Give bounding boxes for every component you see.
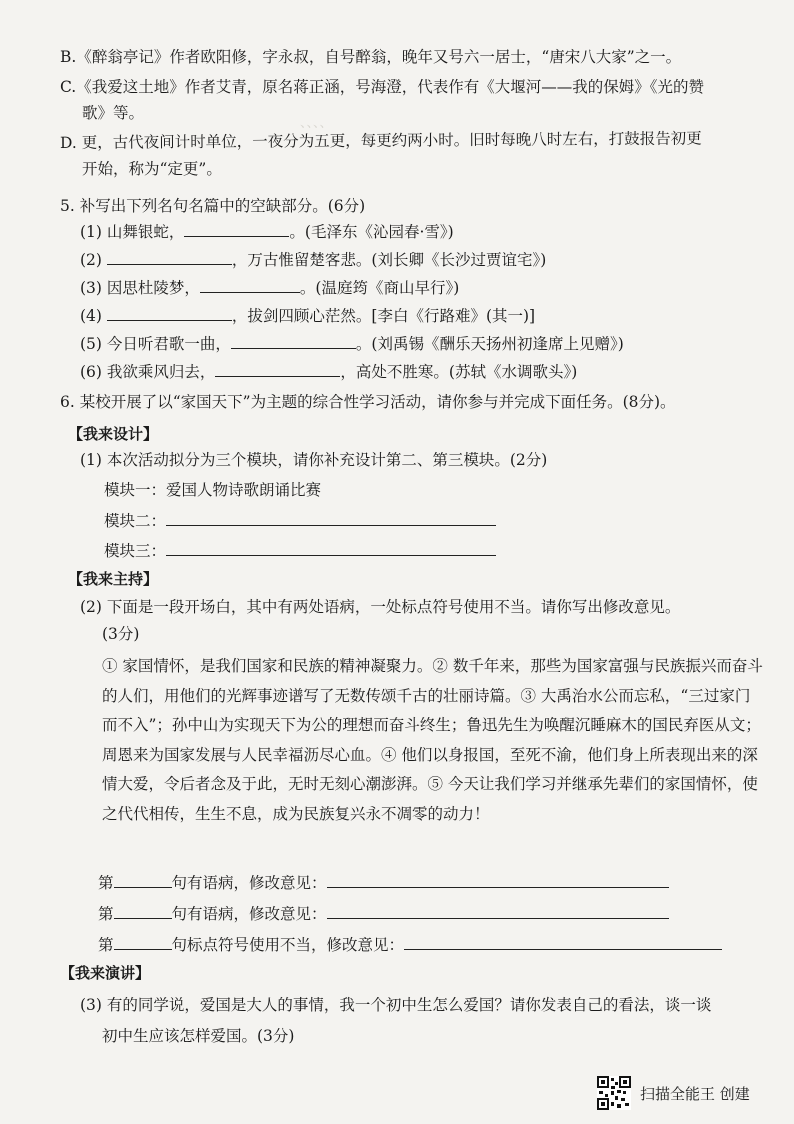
item-suffix: ，拔剑四顾心茫然。[李白《行路难》(其一)]: [231, 307, 536, 325]
show-through: 、、、、: [300, 116, 333, 131]
module-2-blank[interactable]: [166, 510, 496, 526]
answer-2-sentence-blank[interactable]: [114, 903, 172, 919]
answer-3-post: 句标点符号使用不当，修改意见：: [171, 936, 405, 954]
item-suffix: 。(温庭筠《商山早行》): [299, 279, 460, 297]
q5-item-3: [80, 277, 459, 298]
item-number: (2): [80, 251, 102, 269]
q5-item-1: [80, 221, 454, 242]
answer-2-revision-blank[interactable]: [327, 903, 669, 919]
module-3: [104, 540, 496, 561]
q6-part3: (3) 有的同学说，爱国是大人的事情，我一个初中生怎么爱国？请你发表自己的看法，谈一谈: [80, 996, 712, 1014]
answer-blank[interactable]: [107, 305, 232, 321]
q4-option-d-cont: 开始，称为“定更”。: [82, 160, 222, 178]
q4-option-d: D. 更，古代夜间计时单位，一夜分为五更，每更约两小时。旧时每晚八时左右，打鼓报告初更: [59, 129, 702, 152]
answer-blank[interactable]: [200, 277, 300, 293]
q5-item-4: [80, 305, 535, 326]
module-2-label: 模块二：: [104, 512, 167, 530]
answer-1-revision-blank[interactable]: [327, 872, 669, 888]
answer-3-revision-blank[interactable]: [404, 934, 722, 950]
answer-3-pre: 第: [98, 936, 114, 954]
section-tag-speech: 【我来演讲】: [60, 964, 151, 982]
module-1: 模块一：爱国人物诗歌朗诵比赛: [104, 481, 322, 499]
answer-1-post: 句有语病，修改意见：: [171, 874, 327, 892]
q6-part2: (2) 下面是一段开场白，其中有两处语病，一处标点符号使用不当。请你写出修改意见。: [80, 598, 681, 616]
q5-item-6: [80, 361, 577, 382]
answer-1-pre: 第: [98, 874, 114, 892]
answer-2-pre: 第: [98, 905, 114, 923]
q5-stem: 5. 补写出下列名句名篇中的空缺部分。(6分): [60, 197, 366, 215]
item-suffix: 。(毛泽东《沁园春·雪》): [289, 223, 454, 241]
item-number: (1): [80, 223, 102, 241]
item-suffix: ，万古惟留楚客悲。(刘长卿《长沙过贾谊宅》): [231, 251, 547, 269]
answer-line-2: [98, 903, 669, 924]
item-prefix: 我欲乘风归去，: [106, 363, 216, 381]
answer-blank[interactable]: [215, 361, 340, 377]
item-prefix: 今日听君歌一曲，: [106, 335, 231, 353]
item-suffix: ，高处不胜寒。(苏轼《水调歌头》): [340, 363, 578, 381]
opening-passage: ① 家国情怀，是我们国家和民族的精神凝聚力。② 数千年来，那些为国家富强与民族振兴而奋斗的人们，用他们的光辉事迹谱写了无数传颂千古的壮丽诗篇。③ 大禹治水公而忘私，“三过家门而不入”；孙中山为实现天下为公的理想而奋斗终生；鲁迅先生为唤醒沉睡麻木的国民弃医从文；周恩来为国家发展与人民幸福沥尽心血。④ 他们以身报国，至死不渝，他们身上所表现出来的深情大爱，令后者念及于此，无时无刻心潮澎湃。⑤ 今天让我们学习并继承先辈们的家国情怀，使之代代相传，生生不息，成为民族复兴永不凋零的动力！: [102, 657, 763, 823]
q6-part2-score: (3分): [102, 625, 140, 643]
q6-stem: 6. 某校开展了以“家国天下”为主题的综合性学习活动，请你参与并完成下面任务。(8分)。: [60, 393, 676, 411]
module-3-blank[interactable]: [166, 540, 496, 556]
q6-part1: (1) 本次活动拟分为三个模块，请你补充设计第二、第三模块。(2分): [80, 451, 548, 469]
item-suffix: 。(刘禹锡《酬乐天扬州初逢席上见赠》): [355, 335, 624, 353]
q5-item-5: [80, 333, 624, 354]
item-number: (4): [80, 307, 102, 325]
section-tag-design: 【我来设计】: [68, 425, 159, 443]
answer-line-1: [98, 872, 669, 893]
item-number: (5): [80, 335, 102, 353]
item-prefix: 因思杜陵梦，: [106, 279, 200, 297]
answer-blank[interactable]: [184, 221, 289, 237]
q4-option-c: C.《我爱这土地》作者艾青，原名蒋正涵，号海澄，代表作有《大堰河——我的保姆》《光的赞: [60, 78, 704, 96]
item-prefix: 山舞银蛇，: [106, 223, 185, 241]
scanner-watermark: 扫描全能王 创建: [640, 1085, 750, 1103]
q4-option-c-cont: 歌》等。: [82, 104, 145, 122]
answer-blank[interactable]: [107, 249, 232, 265]
q4-option-b: B.《醉翁亭记》作者欧阳修，字永叔，自号醉翁，晚年又号六一居士，“唐宋八大家”之一。: [60, 48, 682, 66]
module-3-label: 模块三：: [104, 542, 167, 560]
answer-blank[interactable]: [231, 333, 356, 349]
qr-code-icon: [597, 1076, 631, 1110]
answer-3-sentence-blank[interactable]: [114, 934, 172, 950]
answer-2-post: 句有语病，修改意见：: [171, 905, 327, 923]
q5-item-2: [80, 249, 546, 270]
item-number: (6): [80, 363, 102, 381]
item-number: (3): [80, 279, 102, 297]
section-tag-host: 【我来主持】: [68, 570, 159, 588]
q6-part3-cont: 初中生应该怎样爱国。(3分): [102, 1027, 295, 1045]
module-2: [104, 510, 496, 531]
answer-1-sentence-blank[interactable]: [114, 872, 172, 888]
answer-line-3: [98, 934, 722, 955]
